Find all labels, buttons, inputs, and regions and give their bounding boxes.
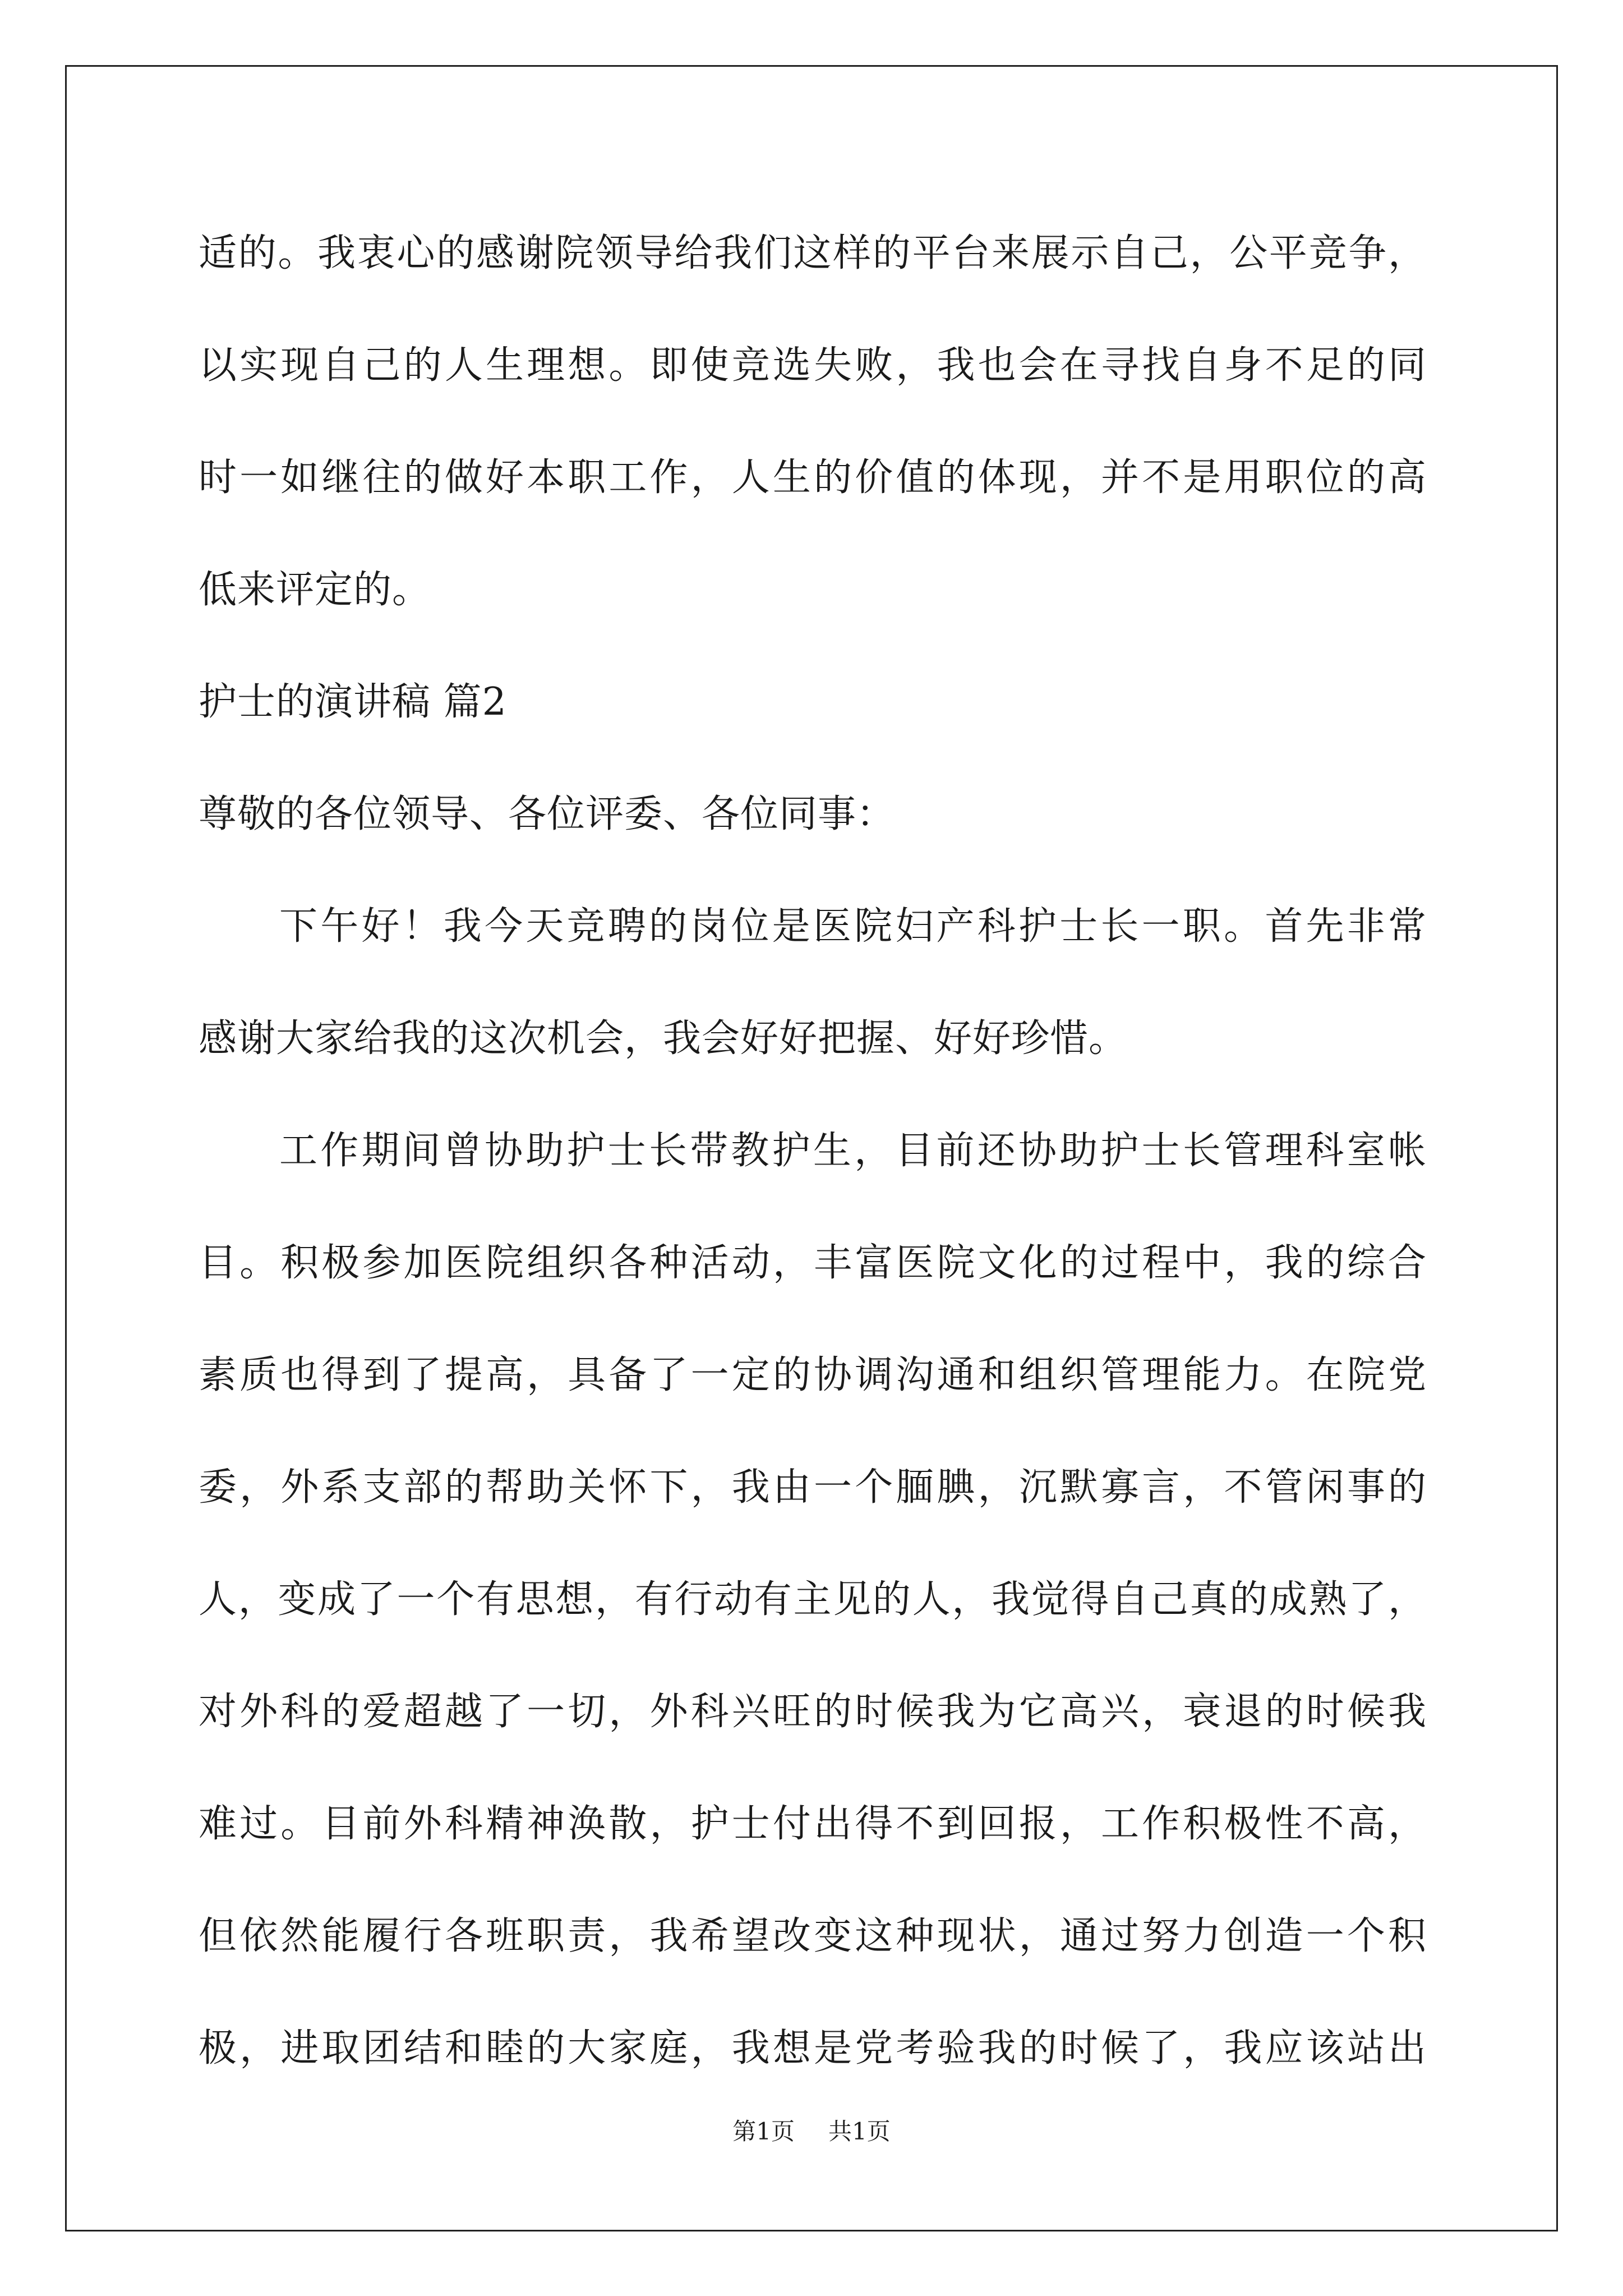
paragraph-line: 极，进取团结和睦的大家庭，我想是党考验我的时候了，我应该站出 bbox=[199, 2026, 1427, 2070]
page-footer bbox=[0, 2115, 1623, 2148]
paragraph-line: 适的。我衷心的感谢院领导给我们这样的平台来展示自己，公平竞争， bbox=[199, 231, 1427, 275]
paragraph-line: 下午好！我今天竞聘的岗位是医院妇产科护士长一职。首先非常 bbox=[279, 904, 1427, 949]
document-body bbox=[199, 197, 1427, 2105]
paragraph-line: 目。积极参加医院组织各种活动，丰富医院文化的过程中，我的综合 bbox=[199, 1241, 1427, 1285]
paragraph-line: 以实现自己的人生理想。即使竞选失败，我也会在寻找自身不足的同 bbox=[199, 343, 1427, 388]
salutation: 尊敬的各位领导、各位评委、各位同事： bbox=[199, 792, 896, 836]
paragraph-line: 对外科的爱超越了一切，外科兴旺的时候我为它高兴，衰退的时候我 bbox=[199, 1690, 1427, 1734]
paragraph-line: 但依然能履行各班职责，我希望改变这种现状，通过努力创造一个积 bbox=[199, 1914, 1427, 1958]
paragraph-line: 人，变成了一个有思想，有行动有主见的人，我觉得自己真的成熟了， bbox=[199, 1577, 1427, 1622]
paragraph-line: 时一如继往的做好本职工作，人生的价值的体现，并不是用职位的高 bbox=[199, 455, 1427, 500]
paragraph-line: 低来评定的。 bbox=[199, 568, 431, 612]
paragraph-line: 素质也得到了提高，具备了一定的协调沟通和组织管理能力。在院党 bbox=[199, 1353, 1427, 1397]
paragraph-line: 委，外系支部的帮助关怀下，我由一个腼腆，沉默寡言，不管闲事的 bbox=[199, 1465, 1427, 1510]
page-total: 共1页 bbox=[828, 2118, 891, 2145]
paragraph-line: 工作期间曾协助护士长带教护生，目前还协助护士长管理科室帐 bbox=[279, 1129, 1427, 1173]
paragraph-line: 感谢大家给我的这次机会，我会好好把握、好好珍惜。 bbox=[199, 1016, 1128, 1061]
section-heading: 护士的演讲稿 篇2 bbox=[199, 680, 507, 724]
page-number: 第1页 bbox=[732, 2118, 795, 2145]
paragraph-line: 难过。目前外科精神涣散，护士付出得不到回报，工作积极性不高， bbox=[199, 1802, 1427, 1846]
